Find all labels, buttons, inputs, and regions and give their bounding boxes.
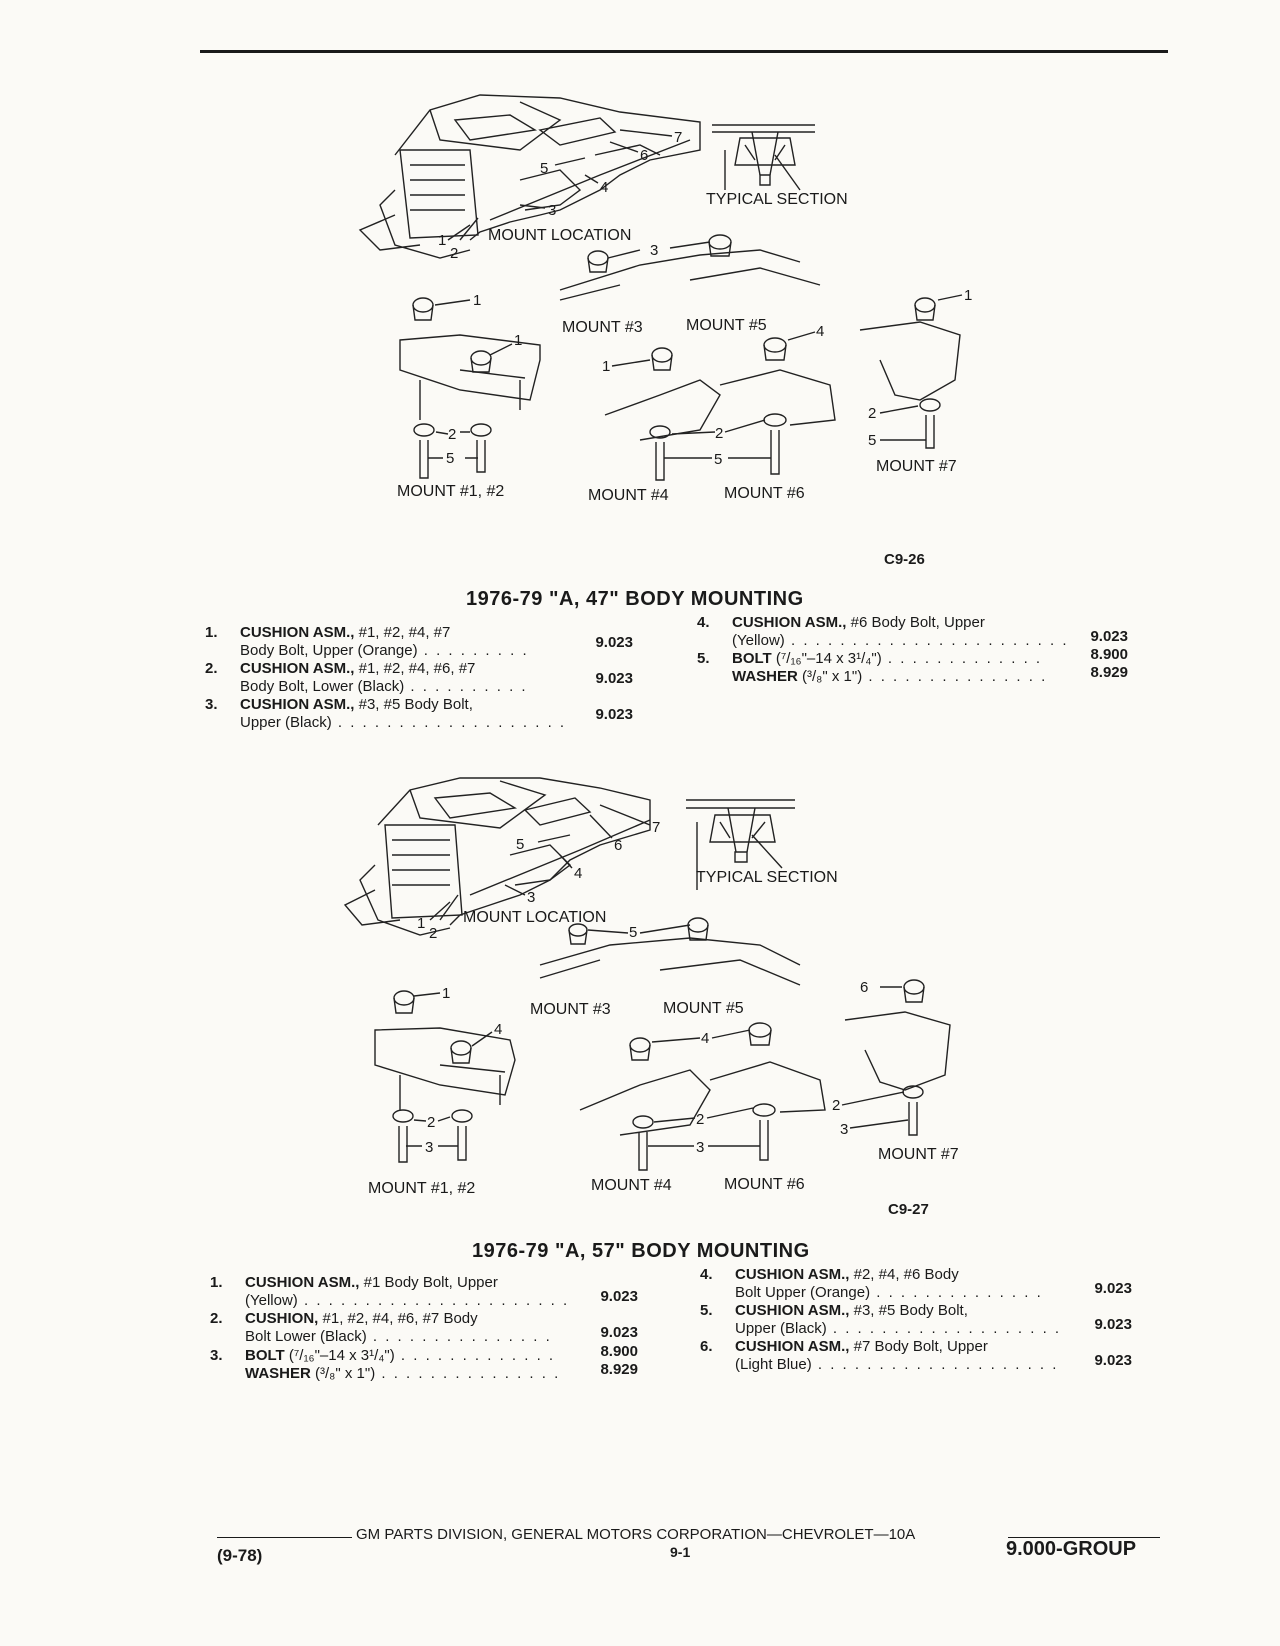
callout: 1 — [514, 332, 523, 349]
callout: 2 — [450, 245, 459, 262]
callout: 1 — [964, 287, 973, 304]
callout: 5 — [714, 451, 723, 468]
callout: 3 — [548, 202, 557, 219]
callout: 6 — [860, 979, 869, 996]
footer-publisher: GM PARTS DIVISION, GENERAL MOTORS CORPORATION—CHEVROLET—10A — [356, 1526, 916, 1543]
callout: 2 — [832, 1097, 841, 1114]
callout: 1 — [417, 915, 426, 932]
group-number: 8.929 — [1090, 664, 1128, 681]
callout: 4 — [600, 179, 609, 196]
group-number: 9.023 — [595, 634, 633, 651]
page-number: 9-1 — [670, 1544, 691, 1560]
mount-4-label: MOUNT #4 — [591, 1177, 672, 1194]
callout: 1 — [473, 292, 482, 309]
mount-1-2-label: MOUNT #1, #2 — [397, 483, 505, 500]
mount-6-label: MOUNT #6 — [724, 485, 805, 502]
callout: 2 — [868, 405, 877, 422]
car-body-outline — [378, 778, 650, 925]
callout: 5 — [868, 432, 877, 449]
callout: 2 — [715, 425, 724, 442]
group-number: 9.023 — [595, 706, 633, 723]
callout: 2 — [429, 925, 438, 942]
typical-section-label: TYPICAL SECTION — [706, 191, 848, 208]
footer-date: (9-78) — [217, 1546, 263, 1565]
group-number: 9.023 — [600, 1324, 638, 1341]
mount-5-label: MOUNT #5 — [663, 1000, 744, 1017]
callout: 3 — [527, 889, 536, 906]
group-number: 9.023 — [1094, 1280, 1132, 1297]
callout: 2 — [696, 1111, 705, 1128]
callout: 1 — [438, 232, 447, 249]
callout: 6 — [640, 147, 649, 164]
group-number: 9.023 — [595, 670, 633, 687]
callout: 7 — [674, 129, 683, 146]
mount-location-label: MOUNT LOCATION — [488, 227, 632, 244]
section-title: 1976-79 "A, 47" BODY MOUNTING — [466, 588, 804, 610]
figure-code: C9-27 — [888, 1201, 929, 1218]
group-number: 9.023 — [1094, 1316, 1132, 1333]
callout: 4 — [494, 1021, 503, 1038]
callout: 2 — [427, 1114, 436, 1131]
mount-6-label: MOUNT #6 — [724, 1176, 805, 1193]
callout: 5 — [446, 450, 455, 467]
mount-5-label: MOUNT #5 — [686, 317, 767, 334]
mount-4-label: MOUNT #4 — [588, 487, 669, 504]
group-number: 9.023 — [1094, 1352, 1132, 1369]
callout: 3 — [840, 1121, 849, 1138]
section-title: 1976-79 "A, 57" BODY MOUNTING — [472, 1240, 810, 1262]
callout: 3 — [425, 1139, 434, 1156]
mount-1-2-label: MOUNT #1, #2 — [368, 1180, 476, 1197]
callout: 4 — [574, 865, 583, 882]
group-number: 8.900 — [600, 1343, 638, 1360]
callout: 5 — [516, 836, 525, 853]
callout: 6 — [614, 837, 623, 854]
typical-section-drawing — [686, 800, 795, 808]
group-number: 8.900 — [1090, 646, 1128, 663]
callout: 5 — [540, 160, 549, 177]
figure-code: C9-26 — [884, 551, 925, 568]
typical-section-label: TYPICAL SECTION — [696, 869, 838, 886]
group-number: 9.023 — [600, 1288, 638, 1305]
callout: 2 — [448, 426, 457, 443]
mount-location-label: MOUNT LOCATION — [463, 909, 607, 926]
callout: 1 — [442, 985, 451, 1002]
callout: 3 — [650, 242, 659, 259]
callout: 7 — [652, 819, 661, 836]
callout: 4 — [816, 323, 825, 340]
group-number: 9.023 — [1090, 628, 1128, 645]
group-number: 8.929 — [600, 1361, 638, 1378]
callout: 3 — [696, 1139, 705, 1156]
mount-7-label: MOUNT #7 — [876, 458, 957, 475]
footer-rule-left — [217, 1537, 352, 1538]
mount-3-label: MOUNT #3 — [562, 319, 643, 336]
mount-7-label: MOUNT #7 — [878, 1146, 959, 1163]
callout: 5 — [629, 924, 638, 941]
callout: 1 — [602, 358, 611, 375]
mount-3-label: MOUNT #3 — [530, 1001, 611, 1018]
footer-group: 9.000-GROUP — [1006, 1538, 1137, 1560]
callout: 4 — [701, 1030, 710, 1047]
